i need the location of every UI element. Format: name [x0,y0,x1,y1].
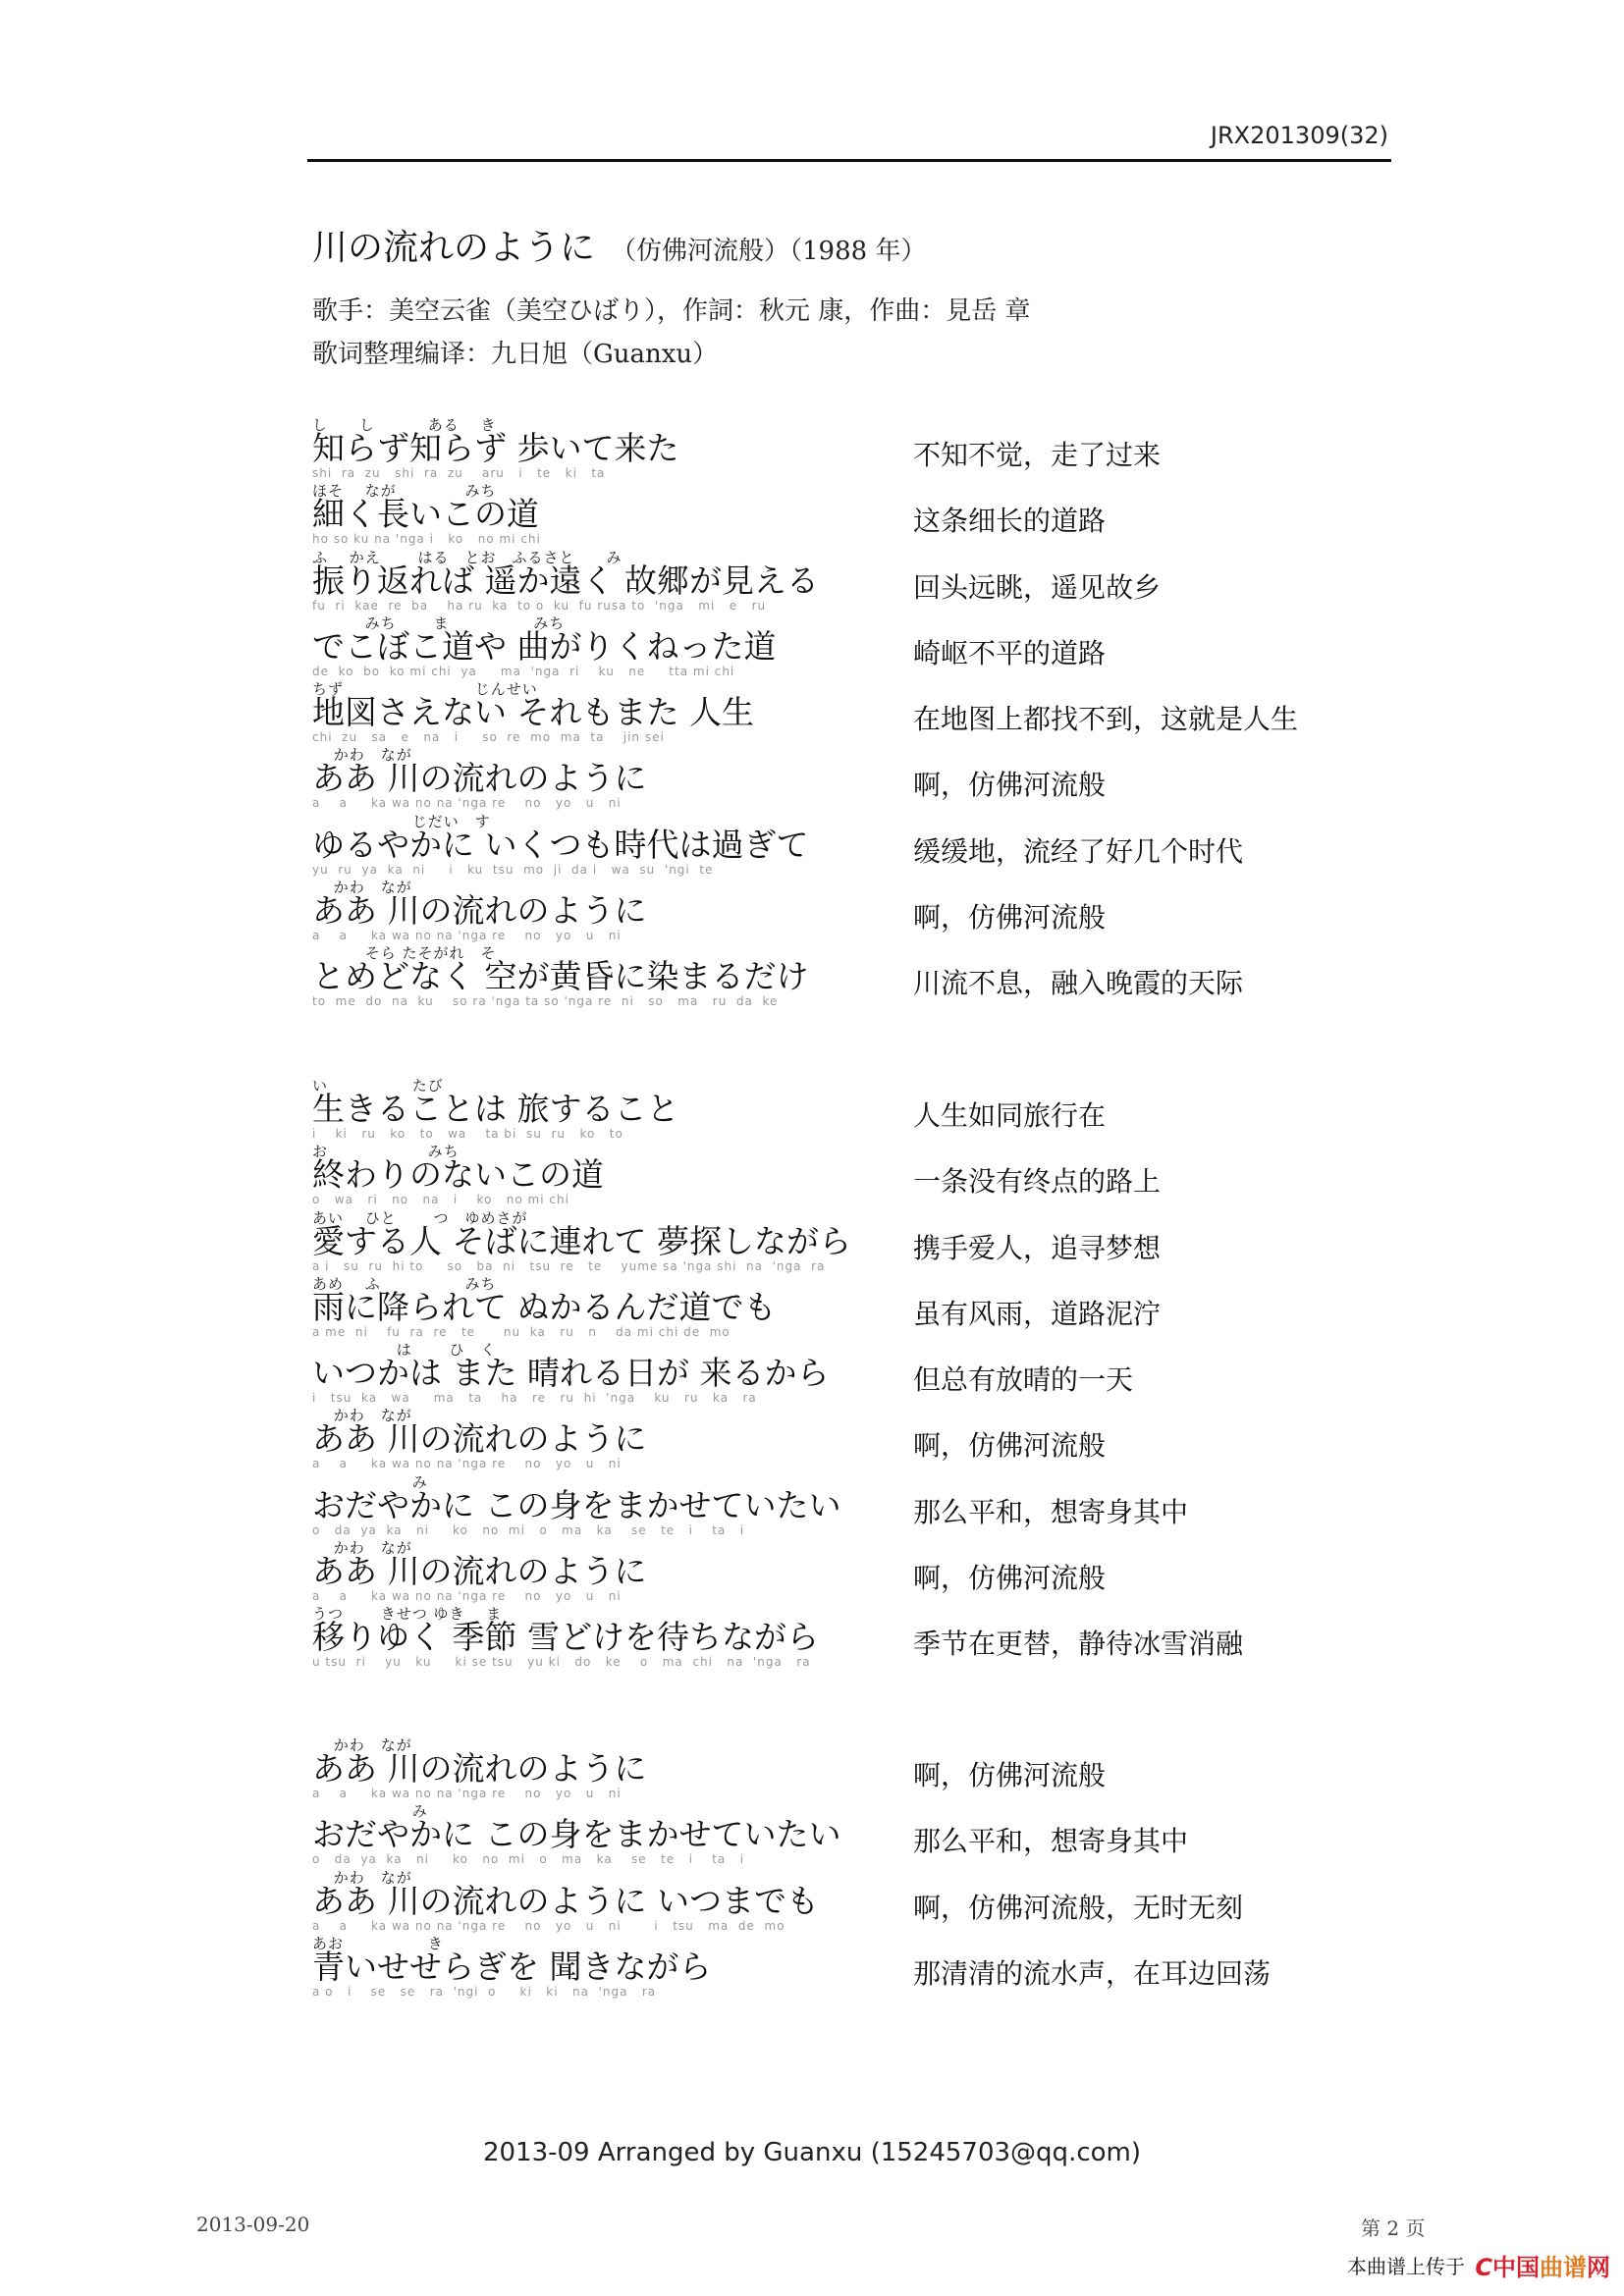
romaji: a a ka wa no na 'nga re no yo u ni [312,929,622,943]
page-number: 第 2 页 [1361,2216,1426,2240]
song-title: 川の流れのように [312,228,596,268]
japanese-lyric: 生きることは 旅すること [312,1090,679,1128]
logo-mark-icon: C [1475,2254,1492,2281]
chinese-translation: 那清清的流水声，在耳边回荡 [913,1956,1272,1990]
furigana: かわ なが [312,1868,412,1887]
romaji: fu ri kae re ba ha ru ka to o ku fu rusa to 'nga mi e ru [312,598,767,613]
japanese-lyric: でこぼこ道や 曲がりくねった道 [312,626,777,666]
compiler-credit: 歌词整理编译：九日旭（Guanxu） [312,340,719,369]
furigana: し し ある き [312,416,497,434]
romaji: a i su ru hi to so ba ni tsu re te yume sa 'nga shi na 'nga ra [312,1258,826,1273]
chinese-translation: 这条细长的道路 [913,505,1107,538]
romaji: a me ni fu ra re te nu ka ru n da mi chi de mo [312,1324,731,1339]
furigana: あい ひと つ ゆめさが [312,1208,528,1227]
furigana: かわ なが [312,1407,412,1425]
furigana: あお き [312,1934,444,1952]
furigana: かわ なが [312,879,412,897]
furigana: ほそ なが みち [312,482,497,501]
chinese-translation: 季节在更替，静待冰雪消融 [913,1628,1244,1661]
chinese-translation: 但总有放晴的一天 [913,1363,1134,1397]
furigana: お みち [312,1143,460,1161]
chinese-translation: 啊，仿佛河流般，无时无刻 [913,1891,1244,1924]
furigana: かわ なが [312,1539,412,1558]
romaji: de ko bo ko mi chi ya ma 'nga ri ku ne tta mi chi [312,664,735,678]
furigana: うつ きせつ ゆき ま [312,1605,503,1624]
romaji: ho so ku na 'nga i ko no mi chi [312,532,541,547]
romaji: o wa ri no na i ko no mi chi [312,1193,569,1207]
chinese-translation: 啊，仿佛河流般 [913,1429,1107,1463]
japanese-lyric: 移りゆく 季節 雪どけを待ちながら [312,1618,819,1657]
japanese-lyric: ああ 川の流れのように [312,891,647,931]
japanese-lyric: とめどなく 空が黄昏に染まるだけ [312,957,809,996]
japanese-lyric: ああ 川の流れのように [312,759,647,798]
japanese-lyric: おだやかに この身をまかせていたい [312,1815,841,1854]
chinese-translation: 啊，仿佛河流般 [913,769,1107,802]
chinese-translation: 川流不息，融入晚霞的天际 [913,967,1244,1000]
furigana: ちず じんせい [312,680,538,699]
header-rule [307,159,1391,162]
furigana: み [312,1472,428,1491]
japanese-lyric: 地図さえない それもまた 人生 [312,693,754,732]
document-code: JRX201309(32) [1210,122,1388,149]
arranged-by: 2013-09 Arranged by Guanxu (15245703@qq.com) [482,2138,1142,2167]
romaji: a o i se se ra 'ngi o ki ki na 'nga ra [312,1984,657,1999]
chinese-translation: 啊，仿佛河流般 [913,901,1107,934]
japanese-lyric: 愛する人 そばに連れて 夢探しながら [312,1221,851,1260]
japanese-lyric: いつかは また 晴れる日が 来るから [312,1354,830,1393]
japanese-lyric: ああ 川の流れのように [312,1419,647,1459]
chinese-translation: 缓缓地，流经了好几个时代 [913,834,1244,868]
japanese-lyric: ああ 川の流れのように いつまでも [312,1881,819,1920]
japanese-lyric: 終わりのないこの道 [312,1155,604,1195]
romaji: a a ka wa no na 'nga re no yo u ni [312,796,622,811]
chinese-translation: 不知不觉，走了过来 [913,439,1162,471]
furigana: あめ ふ みち [312,1274,497,1293]
furigana: じだい す [312,812,491,830]
japanese-lyric: 青いせせらぎを 聞きながら [312,1947,712,1986]
japanese-lyric: ゆるやかに いくつも時代は過ぎて [312,825,809,864]
song-subtitle: （仿佛河流般）（1988 年） [611,237,927,266]
romaji: o da ya ka ni ko no mi o ma ka se te i ta i [312,1852,745,1867]
logo-wang: 网 [1587,2254,1610,2281]
title-row [312,220,926,270]
japanese-lyric: ああ 川の流れのように [312,1749,647,1788]
chinese-translation: 人生如同旅行在 [913,1099,1107,1132]
japanese-lyric: 知らず知らず 歩いて来た [312,429,679,467]
romaji: shi ra zu shi ra zu aru i te ki ta [312,466,606,480]
furigana: は ひ く [312,1341,497,1360]
chinese-translation: 那么平和，想寄身其中 [913,1825,1189,1858]
romaji: a a ka wa no na 'nga re no yo u ni [312,1457,622,1471]
furigana: み [312,1802,428,1821]
japanese-lyric: 振り返れば 遥か遠く 故郷が見える [312,561,819,600]
chinese-translation: 虽有风雨，道路泥泞 [913,1297,1162,1330]
footer-date: 2013-09-20 [196,2213,310,2236]
romaji: u tsu ri yu ku ki se tsu yu ki do ke o ma chi na 'nga ra [312,1655,811,1670]
upload-text: 本曲谱上传于 [1347,2255,1466,2278]
romaji: o da ya ka ni ko no mi o ma ka se te i ta i [312,1522,745,1537]
chinese-translation: 那么平和，想寄身其中 [913,1495,1189,1528]
furigana: みち ま みち [312,614,566,632]
logo-accent: 曲谱 [1540,2254,1587,2281]
chinese-translation: 一条没有终点的路上 [913,1165,1162,1199]
site-logo[interactable] [1475,2248,1610,2282]
japanese-lyric: 雨に降られて ぬかるんだ道でも [312,1287,777,1326]
credits: 歌手：美空云雀（美空ひばり），作詞：秋元 康，作曲：見岳 章 [312,296,1031,326]
japanese-lyric: 細く長いこの道 [312,495,539,534]
romaji: a a ka wa no na 'nga re no yo u ni i tsu ma de mo [312,1918,785,1933]
furigana: そら たそがれ そ [312,944,497,963]
romaji: a a ka wa no na 'nga re no yo u ni [312,1589,622,1604]
furigana: かわ なが [312,746,412,765]
romaji: yu ru ya ka ni i ku tsu mo ji da i wa su 'ngi te [312,862,714,877]
romaji: i tsu ka wa ma ta ha re ru hi 'nga ku ru ka ra [312,1391,757,1406]
japanese-lyric: おだやかに この身をまかせていたい [312,1485,841,1524]
romaji: i ki ru ko to wa ta bi su ru ko to [312,1127,623,1141]
logo-name: 中国 [1492,2254,1540,2281]
chinese-translation: 崎岖不平的道路 [913,636,1107,669]
chinese-translation: 回头远眺，遥见故乡 [913,570,1162,604]
chinese-translation: 携手爱人，追寻梦想 [913,1231,1162,1264]
chinese-translation: 在地图上都找不到，这就是人生 [913,703,1299,736]
furigana: かわ なが [312,1736,412,1754]
romaji: a a ka wa no na 'nga re no yo u ni [312,1787,622,1800]
romaji: chi zu sa e na i so re mo ma ta jin sei [312,730,665,745]
furigana: い たび [312,1077,444,1095]
upload-note [1347,2248,1610,2282]
furigana: ふ かえ はる とお ふるさと み [312,548,623,566]
romaji: to me do na ku so ra 'nga ta so 'nga re ni so ma ru da ke [312,994,779,1009]
japanese-lyric: ああ 川の流れのように [312,1552,647,1591]
chinese-translation: 啊，仿佛河流般 [913,1562,1107,1595]
chinese-translation: 啊，仿佛河流般 [913,1759,1107,1791]
